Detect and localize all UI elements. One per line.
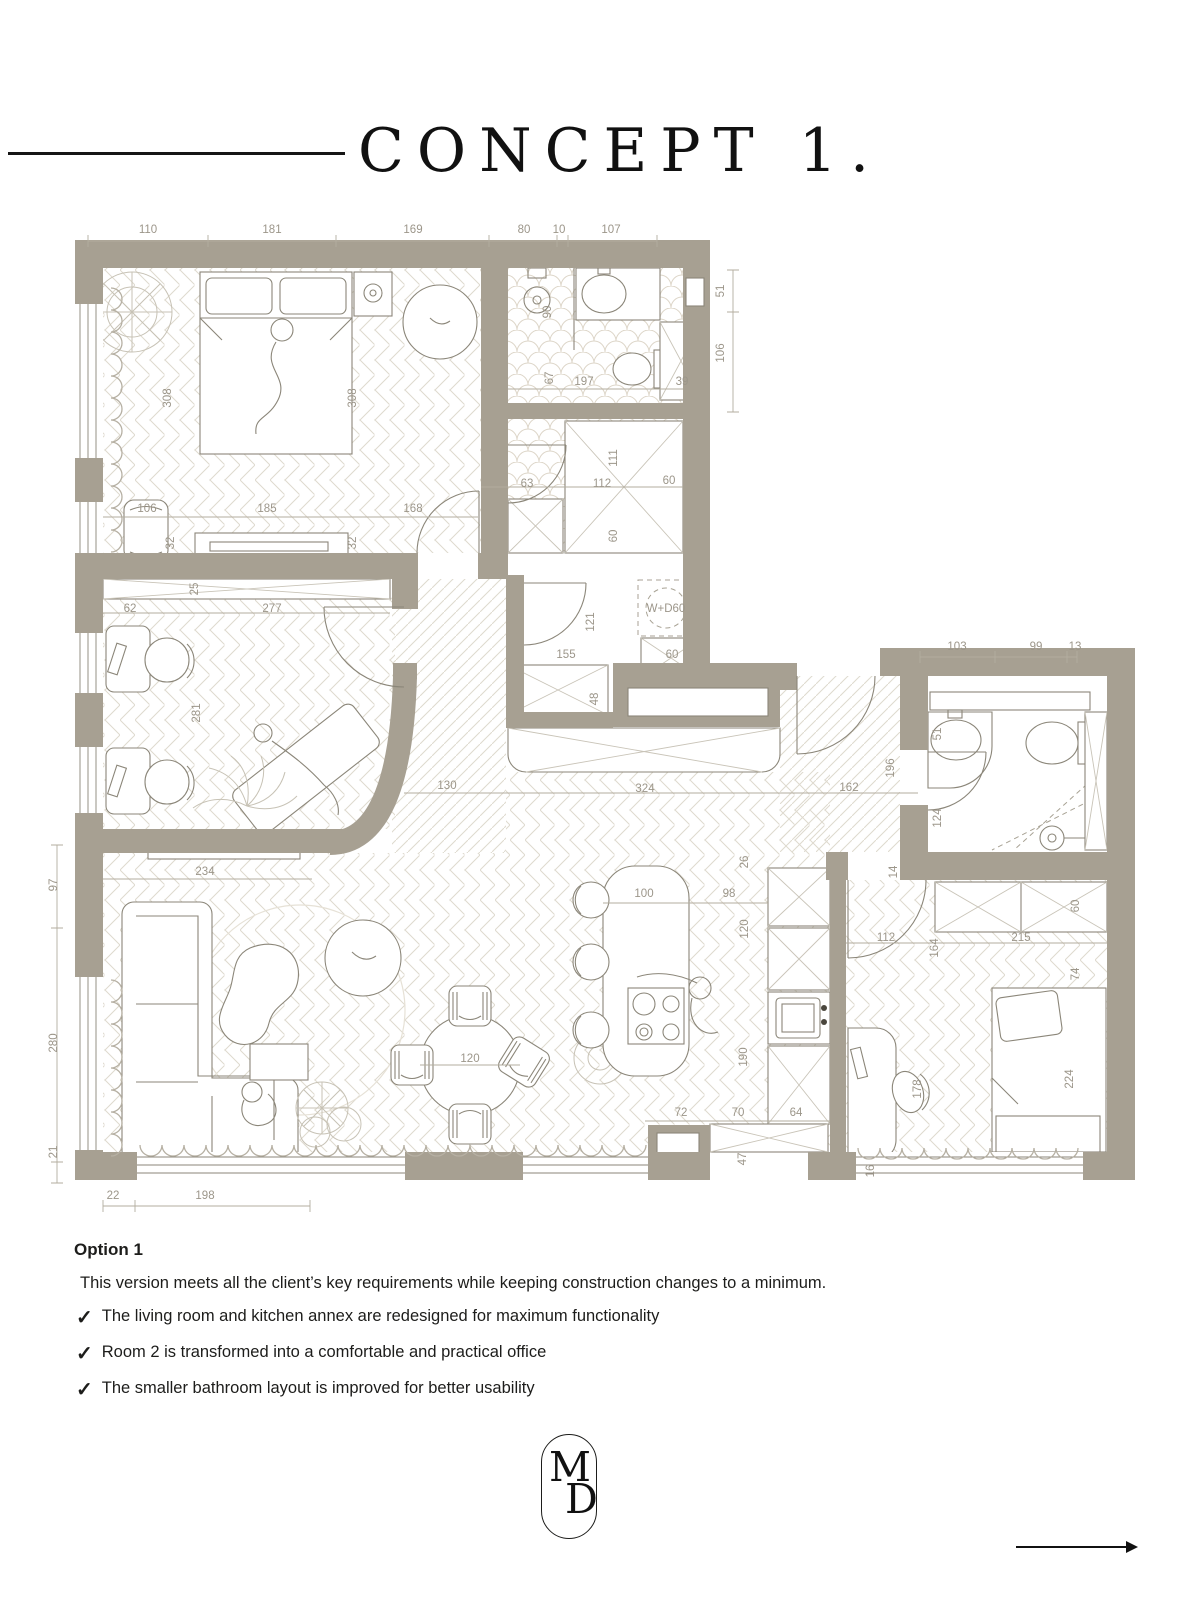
dimension-label: 10 — [552, 224, 566, 236]
dimension-label: 112 — [876, 932, 896, 944]
office-chair — [145, 638, 189, 682]
shower-head-icon — [1040, 826, 1064, 850]
pillow — [206, 278, 272, 314]
dimension-label: 155 — [556, 649, 576, 661]
dimension-label: 164 — [929, 938, 941, 958]
dimension-label: 103 — [947, 641, 967, 653]
checklist-text: The living room and kitchen annex are redesigned for maximum functionality — [101, 1306, 660, 1325]
dimension-label: 60 — [1070, 899, 1082, 913]
notes-intro: This version meets all the client’s key requirements while keeping construction changes to a minimum. — [80, 1274, 827, 1292]
dimension-label: 190 — [738, 1047, 750, 1067]
pillow — [280, 278, 346, 314]
dimension-label: 111 — [608, 449, 620, 467]
bar-stool — [573, 1012, 609, 1048]
dimension-label: 277 — [262, 603, 282, 615]
dimension-label: 185 — [257, 503, 277, 515]
window — [856, 1152, 1083, 1180]
dimension-label: 72 — [674, 1107, 688, 1119]
dimension-label: 181 — [262, 224, 282, 236]
dimension-label: 16 — [865, 1164, 877, 1178]
dimension-label: 51 — [715, 284, 727, 298]
door-laundry — [524, 583, 586, 645]
check-icon: ✓ — [76, 1378, 93, 1401]
dimension-label: 107 — [601, 224, 621, 236]
checklist-item — [76, 1304, 1144, 1333]
pillow — [995, 990, 1063, 1042]
dimension-label: 162 — [839, 782, 859, 794]
dimension-label: 308 — [347, 388, 359, 408]
checklist-text: The smaller bathroom layout is improved for better usability — [101, 1378, 535, 1397]
dimension-label: 121 — [585, 612, 597, 632]
dimension-label: 97 — [48, 878, 60, 892]
dimension-label: 198 — [195, 1190, 215, 1202]
window — [137, 1152, 405, 1180]
dimension-label: 74 — [1070, 967, 1082, 981]
dimension-label: 32 — [165, 536, 177, 550]
dimension-label: 196 — [885, 758, 897, 778]
dimension-label: 70 — [731, 1107, 745, 1119]
dimension-label: 13 — [1068, 641, 1082, 653]
check-icon: ✓ — [76, 1306, 93, 1329]
dimension-label: 51 — [932, 727, 944, 741]
office-wardrobe-shelf — [103, 579, 390, 599]
dimension-label: 120 — [460, 1053, 480, 1065]
sink — [582, 275, 626, 313]
next-arrow-icon[interactable] — [1016, 1538, 1138, 1556]
toilet — [1026, 722, 1078, 764]
dimension-label: 169 — [403, 224, 423, 236]
checklist-text: Room 2 is transformed into a comfortable and practical office — [101, 1342, 547, 1361]
desk — [106, 626, 150, 692]
dimension-label: W+D60 — [646, 603, 686, 615]
dimension-label: 168 — [403, 503, 423, 515]
dimension-label: 25 — [189, 582, 201, 596]
bathroom-2-fixtures — [928, 692, 1107, 850]
window — [523, 1152, 648, 1180]
hallway-sideboard — [508, 728, 780, 772]
office-chair — [145, 760, 189, 804]
bar-stool — [573, 944, 609, 980]
dimension-label: 90 — [542, 305, 554, 319]
wall-shelf — [930, 692, 1090, 710]
dimension-label: 112 — [592, 478, 612, 490]
pouf — [403, 285, 477, 359]
dimension-label: 21 — [48, 1145, 60, 1159]
dimension-label: 67 — [544, 371, 556, 385]
nightstand — [354, 272, 392, 316]
logo-letter-d: D — [565, 1475, 598, 1523]
dimension-label: 106 — [137, 503, 157, 515]
dimension-label: 22 — [106, 1190, 120, 1202]
dimension-label: 47 — [737, 1152, 749, 1166]
dimension-label: 197 — [574, 376, 594, 388]
dimension-label: 124 — [932, 808, 944, 828]
dimension-label: 215 — [1011, 932, 1031, 944]
dimension-label: 308 — [162, 388, 174, 408]
window — [75, 304, 103, 458]
dimension-label: 26 — [739, 855, 751, 869]
dimension-label: 234 — [195, 866, 215, 878]
toilet — [613, 353, 651, 385]
niche — [628, 688, 768, 716]
check-icon: ✓ — [76, 1342, 93, 1365]
dimension-label: 324 — [635, 783, 655, 795]
floor-tray — [250, 1044, 308, 1080]
window — [75, 633, 103, 693]
dimension-label: 14 — [888, 865, 900, 879]
desk — [106, 748, 150, 814]
dimension-label: 60 — [665, 649, 679, 661]
hall-cabinet — [508, 499, 563, 553]
bar-stool — [573, 882, 609, 918]
window — [75, 747, 103, 813]
dimension-label: 120 — [739, 919, 751, 939]
notes-heading: Option 1 — [74, 1240, 143, 1259]
dimension-label: 178 — [912, 1079, 924, 1099]
logo-letter-m: M — [549, 1443, 591, 1491]
checklist-item — [76, 1376, 1144, 1405]
dimension-label: 39 — [675, 376, 689, 388]
dimension-label: 60 — [608, 529, 620, 543]
dimension-label: 48 — [589, 692, 601, 706]
niche — [686, 278, 704, 306]
tall-cabinet — [1085, 712, 1107, 850]
dimension-label: 64 — [789, 1107, 803, 1119]
dimension-label: 63 — [520, 478, 534, 490]
dimension-label: 80 — [517, 224, 531, 236]
dimension-label: 130 — [437, 780, 457, 792]
dimension-label: 62 — [123, 603, 137, 615]
dimension-label: 110 — [138, 224, 158, 236]
round-side-table — [325, 920, 401, 996]
brand-logo — [541, 1434, 597, 1539]
dimension-label: 280 — [48, 1033, 60, 1053]
plant-icon — [92, 272, 172, 352]
dimension-label: 99 — [1029, 641, 1043, 653]
dimension-label: 106 — [715, 343, 727, 363]
window — [75, 977, 103, 1150]
floor-entry — [780, 676, 900, 852]
dimension-label: 60 — [662, 475, 676, 487]
page-title: CONCEPT 1. — [358, 116, 883, 186]
dimension-label: 32 — [347, 536, 359, 550]
dimension-label: 224 — [1064, 1069, 1076, 1089]
dimension-label: 100 — [634, 888, 654, 900]
checklist-item — [76, 1340, 1144, 1369]
blanket — [996, 1116, 1100, 1152]
dining-chair — [449, 986, 491, 1026]
notes-section — [74, 1240, 1144, 1412]
dimension-label: 98 — [722, 888, 736, 900]
dimension-label: 281 — [191, 703, 203, 723]
desk — [848, 1028, 896, 1160]
dining-chair — [449, 1104, 491, 1144]
window — [75, 502, 103, 553]
